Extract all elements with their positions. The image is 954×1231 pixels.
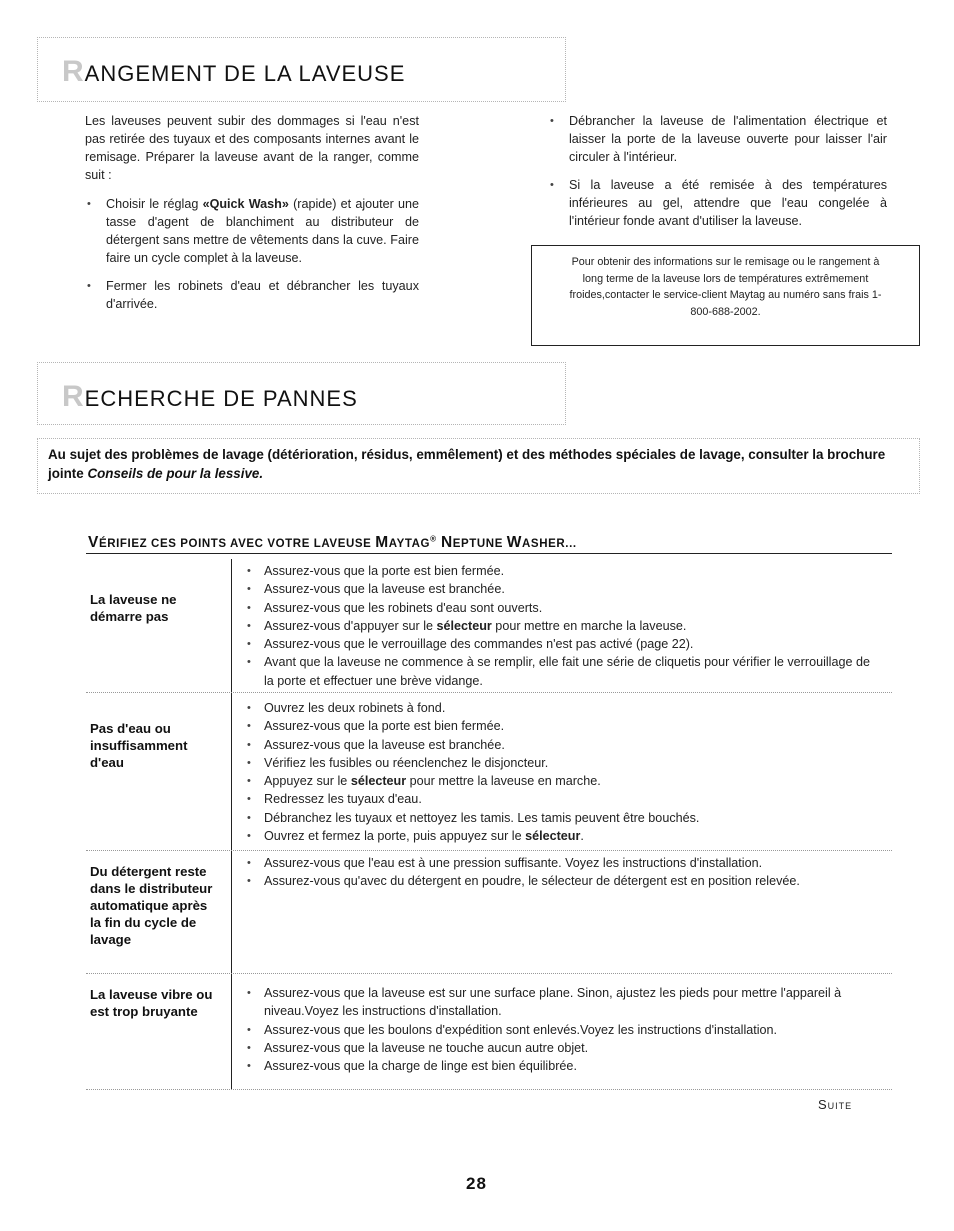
bullet-text: (rapide) et ajouter une tasse d'agent de blanchiment au distributeur de détergent sans mettre de vêtements dans la cuve. Faire faire un cycle complet à la laveuse. <box>106 197 420 265</box>
table-row <box>235 809 880 827</box>
table-row <box>235 599 880 617</box>
keyword: sélecteur <box>525 829 581 844</box>
item-text: Redressez les tuyaux d'eau. <box>264 792 422 807</box>
item-text: Ouvrez et fermez la porte, puis appuyez sur le <box>264 829 526 844</box>
item-text: Assurez-vous que la laveuse ne touche aucun autre objet. <box>264 1040 589 1055</box>
item-text: Assurez-vous que la laveuse est sur une surface plane. Sinon, ajustez les pieds pour mettre l'appareil à niveau.Voyez les instructions d'installation. <box>264 986 842 1019</box>
table-row <box>235 736 880 754</box>
item-text: Assurez-vous que le verrouillage des commandes n'est pas activé (page 22). <box>264 637 694 652</box>
table-row <box>235 984 880 1021</box>
item-text: Assurez-vous que la charge de linge est bien équilibrée. <box>264 1059 577 1074</box>
title-text: ANGEMENT DE LA LAVEUSE <box>84 61 406 86</box>
title-dropcap: R <box>62 380 85 413</box>
list-item: • Si la laveuse a été remisée à des températures inférieures au gel, attendre que l'eau congelée à l'intérieur fonde avant d'utiliser la laveuse. <box>548 176 887 230</box>
solution-list <box>235 699 880 845</box>
heading-cap: M <box>375 534 389 551</box>
table-row <box>235 717 880 735</box>
table-column-divider <box>231 559 232 1089</box>
heading-text: EPTUNE <box>452 538 507 550</box>
row-divider <box>86 692 892 693</box>
heading-cap: V <box>88 534 99 551</box>
list-item: • Fermer les robinets d'eau et débrancher les tuyaux d'arrivée. <box>85 277 419 313</box>
list-item <box>85 195 419 267</box>
section-header-recherche <box>37 362 566 425</box>
item-text: Appuyez sur le <box>264 774 351 789</box>
item-text: pour mettre la laveuse en marche. <box>406 774 601 789</box>
item-text: Avant que la laveuse ne commence à se remplir, elle fait une série de cliquetis pour vérifier le verrouillage de la porte et effectuer une brève vidange. <box>264 655 870 688</box>
keyword: sélecteur <box>436 618 492 633</box>
item-text: Débranchez les tuyaux et nettoyez les tamis. Les tamis peuvent être bouchés. <box>264 810 700 825</box>
item-text: Assurez-vous qu'avec du détergent en poudre, le sélecteur de détergent est en position relevée. <box>264 874 800 889</box>
rangement-left-column <box>85 112 419 323</box>
item-text: Assurez-vous que la porte est bien fermée. <box>264 719 505 734</box>
table-row <box>235 580 880 598</box>
item-text: Assurez-vous que la laveuse est branchée. <box>264 582 505 597</box>
item-text: Assurez-vous que l'eau est à une pression suffisante. Voyez les instructions d'installation. <box>264 856 763 870</box>
heading-text: ÉRIFIEZ CES POINTS AVEC VOTRE LAVEUSE <box>98 538 376 550</box>
bullet-text: Choisir le réglag <box>106 197 199 211</box>
table-row <box>235 1057 880 1075</box>
table-row <box>235 854 880 872</box>
checklist-heading <box>88 534 577 552</box>
title-dropcap: R <box>62 55 85 88</box>
table-row <box>235 872 880 890</box>
table-row <box>235 1039 880 1057</box>
item-text: Assurez-vous que les boulons d'expédition sont enlevés.Voyez les instructions d'installation. <box>264 1022 778 1037</box>
problem-title: La laveuse vibre ou est trop bruyante <box>90 987 213 1019</box>
page-number: 28 <box>466 1174 487 1193</box>
solution-list <box>235 854 880 891</box>
table-row <box>235 562 880 580</box>
item-text: Assurez-vous que la porte est bien fermée. <box>264 564 505 578</box>
item-text: Vérifiez les fusibles ou réenclenchez le disjoncteur. <box>264 755 549 770</box>
table-bottom-rule <box>86 1089 892 1090</box>
table-row <box>235 790 880 808</box>
table-row <box>235 827 880 845</box>
continued-label: Suite <box>818 1097 853 1112</box>
row-divider <box>86 850 892 851</box>
table-row <box>235 699 880 717</box>
problem-title: Pas d'eau ou insuffisamment d'eau <box>90 721 188 770</box>
rangement-right-column <box>548 112 887 240</box>
heading-cap: W <box>506 534 523 551</box>
item-text: Ouvrez les deux robinets à fond. <box>264 701 446 715</box>
info-box: Pour obtenir des informations sur le remisage ou le rangement à long terme de la laveuse lors de températures extrêmement froides,contacter le service-client Maytag au numéro sans frais 1-800-688-2002. <box>531 245 920 346</box>
item-text: Assurez-vous que les robinets d'eau sont ouverts. <box>264 600 543 615</box>
item-text: Assurez-vous que la laveuse est branchée. <box>264 737 505 752</box>
item-text: Assurez-vous d'appuyer sur le <box>264 618 437 633</box>
section-title-rangement <box>62 55 405 89</box>
table-row <box>235 617 880 635</box>
heading-cap: N <box>440 534 453 551</box>
table-row <box>235 754 880 772</box>
problem-title: Du détergent reste dans le distributeur automatique après la fin du cycle de lavage <box>90 864 213 947</box>
problem-title: La laveuse ne démarre pas <box>90 592 177 624</box>
intro-paragraph: Les laveuses peuvent subir des dommages si l'eau n'est pas retirée des tuyaux et des composants internes avant le remisage. Préparer la laveuse avant de la ranger, comme suit : <box>85 114 419 182</box>
solution-list <box>235 562 880 690</box>
registered-mark: ® <box>430 534 437 544</box>
table-row <box>235 1021 880 1039</box>
keyword: sélecteur <box>350 774 407 789</box>
row-divider <box>86 973 892 974</box>
notice-box <box>37 438 920 494</box>
table-row <box>235 653 880 690</box>
table-top-rule <box>86 553 892 554</box>
notice-brochure-title: Conseils de pour la lessive. <box>87 466 264 481</box>
table-row <box>235 772 880 790</box>
item-text: pour mettre en marche la laveuse. <box>491 618 687 633</box>
table-row <box>235 635 880 653</box>
section-header-rangement <box>37 37 566 102</box>
list-item: • Débrancher la laveuse de l'alimentation électrique et laisser la porte de la laveuse ouverte pour laisser l'air circuler à l'intérieur. <box>548 112 887 166</box>
item-text: . <box>580 829 584 844</box>
title-text: ECHERCHE DE PANNES <box>84 386 358 411</box>
notice-text: Au sujet des problèmes de lavage (détérioration, résidus, emmêlement) et des méthodes spéciales de lavage, consulter la brochure jointe <box>48 447 886 481</box>
heading-text: ASHER... <box>522 538 577 550</box>
section-title-recherche <box>62 380 358 414</box>
solution-list <box>235 984 880 1075</box>
quick-wash-label: «Quick Wash» <box>202 197 289 211</box>
heading-text: AYTAG <box>388 538 431 550</box>
